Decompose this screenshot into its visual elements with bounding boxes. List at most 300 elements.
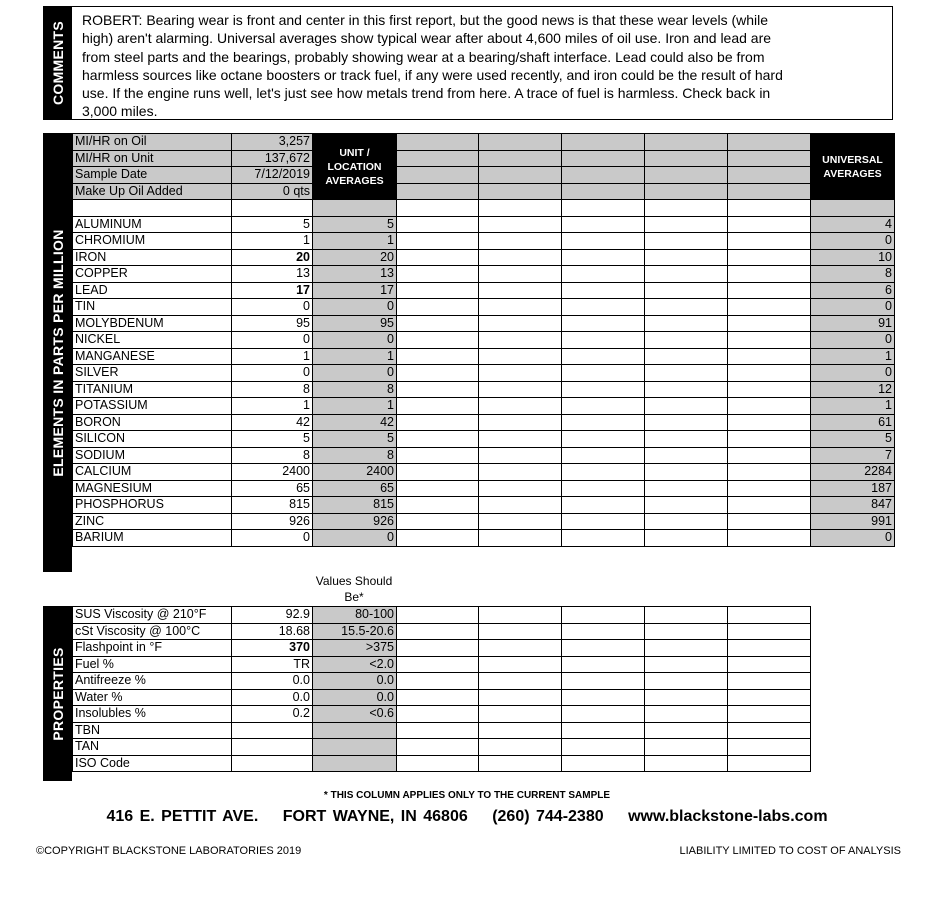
empty-cell <box>645 755 728 772</box>
empty-cell <box>479 755 562 772</box>
empty-cell <box>645 464 728 481</box>
element-unit-average: 5 <box>313 216 397 233</box>
property-name: TBN <box>73 722 232 739</box>
element-row <box>73 216 895 233</box>
empty-cell <box>645 640 728 657</box>
empty-cell <box>479 722 562 739</box>
empty-cell <box>562 299 645 316</box>
empty-cell <box>479 607 562 624</box>
empty-cell <box>728 216 811 233</box>
element-value: 95 <box>232 315 313 332</box>
element-row <box>73 431 895 448</box>
empty-cell <box>397 266 479 283</box>
empty-cell <box>562 480 645 497</box>
element-universal-average: 0 <box>811 365 895 382</box>
empty-cell <box>397 183 479 200</box>
empty-cell <box>562 414 645 431</box>
empty-cell <box>562 464 645 481</box>
element-name: MANGANESE <box>73 348 232 365</box>
empty-cell <box>728 282 811 299</box>
property-expected-range: <2.0 <box>313 656 397 673</box>
empty-cell <box>645 134 728 151</box>
property-expected-range <box>313 739 397 756</box>
empty-cell <box>479 689 562 706</box>
element-row <box>73 398 895 415</box>
element-row <box>73 249 895 266</box>
empty-cell <box>397 299 479 316</box>
empty-cell <box>397 315 479 332</box>
element-unit-average: 1 <box>313 398 397 415</box>
empty-cell <box>562 530 645 547</box>
empty-cell <box>645 447 728 464</box>
property-row <box>73 722 811 739</box>
empty-cell <box>397 200 479 217</box>
empty-cell <box>728 447 811 464</box>
element-universal-average: 7 <box>811 447 895 464</box>
element-name: SODIUM <box>73 447 232 464</box>
element-value: 0 <box>232 299 313 316</box>
empty-cell <box>479 497 562 514</box>
empty-cell <box>728 755 811 772</box>
empty-cell <box>645 530 728 547</box>
element-name: ALUMINUM <box>73 216 232 233</box>
empty-cell <box>728 607 811 624</box>
empty-cell <box>479 315 562 332</box>
property-value <box>232 722 313 739</box>
empty-cell <box>397 640 479 657</box>
property-value: 0.0 <box>232 689 313 706</box>
element-unit-average: 0 <box>313 332 397 349</box>
empty-cell <box>728 200 811 217</box>
property-value: TR <box>232 656 313 673</box>
element-unit-average: 1 <box>313 233 397 250</box>
empty-cell <box>479 513 562 530</box>
empty-cell <box>562 233 645 250</box>
empty-cell <box>645 414 728 431</box>
empty-cell <box>728 530 811 547</box>
header-label: MI/HR on Oil <box>73 134 232 151</box>
empty-cell <box>728 513 811 530</box>
comments-text: ROBERT: Bearing wear is front and center in this first report, but the good news is that these wear levels (while high) aren't alarming. Universal averages show typical wear after about 4,600 miles of oil use. Iron and lead are from steel parts and the bearings, probably showing wear at a bearing/shaft interface. Lead could also be from harmless sources like octane boosters or track fuel, if any were used recently, and iron could be the result of hard use. If the engine runs well, let's just see how metals trend from here. A trace of fuel is harmless. Check back in 3,000 miles. <box>82 12 783 120</box>
empty-cell <box>645 607 728 624</box>
property-value: 92.9 <box>232 607 313 624</box>
empty-cell <box>479 150 562 167</box>
empty-cell <box>645 722 728 739</box>
element-row <box>73 365 895 382</box>
property-expected-range: 80-100 <box>313 607 397 624</box>
property-expected-range: >375 <box>313 640 397 657</box>
empty-cell <box>728 233 811 250</box>
element-name: MAGNESIUM <box>73 480 232 497</box>
empty-cell <box>645 315 728 332</box>
empty-cell <box>397 530 479 547</box>
empty-cell <box>562 216 645 233</box>
element-row <box>73 299 895 316</box>
empty-cell <box>645 365 728 382</box>
element-unit-average: 8 <box>313 381 397 398</box>
element-unit-average: 1 <box>313 348 397 365</box>
element-universal-average: 6 <box>811 282 895 299</box>
empty-cell <box>479 640 562 657</box>
address-line <box>0 808 934 826</box>
empty-cell <box>645 706 728 723</box>
empty-cell <box>479 673 562 690</box>
empty-cell <box>397 656 479 673</box>
element-unit-average: 65 <box>313 480 397 497</box>
property-name: SUS Viscosity @ 210°F <box>73 607 232 624</box>
element-value: 20 <box>232 249 313 266</box>
element-value: 0 <box>232 332 313 349</box>
empty-cell <box>479 706 562 723</box>
empty-cell <box>645 299 728 316</box>
element-name: TIN <box>73 299 232 316</box>
empty-cell <box>397 607 479 624</box>
empty-cell <box>728 414 811 431</box>
liability-note: LIABILITY LIMITED TO COST OF ANALYSIS <box>679 845 901 857</box>
empty-cell <box>645 348 728 365</box>
element-name: POTASSIUM <box>73 398 232 415</box>
property-name: Insolubles % <box>73 706 232 723</box>
empty-cell <box>562 755 645 772</box>
element-unit-average: 95 <box>313 315 397 332</box>
empty-cell <box>645 513 728 530</box>
empty-cell <box>479 249 562 266</box>
element-value: 1 <box>232 398 313 415</box>
property-name: ISO Code <box>73 755 232 772</box>
element-row <box>73 381 895 398</box>
empty-cell <box>645 431 728 448</box>
element-value: 13 <box>232 266 313 283</box>
property-value <box>232 755 313 772</box>
empty-cell <box>479 431 562 448</box>
element-name: SILICON <box>73 431 232 448</box>
element-value: 926 <box>232 513 313 530</box>
empty-cell <box>479 398 562 415</box>
elements-label-bar <box>43 133 72 572</box>
element-universal-average: 0 <box>811 299 895 316</box>
empty-cell <box>397 348 479 365</box>
property-value: 0.0 <box>232 673 313 690</box>
address-phone: (260) 744-2380 <box>492 808 604 825</box>
empty-cell <box>313 200 397 217</box>
element-universal-average: 8 <box>811 266 895 283</box>
empty-cell <box>562 431 645 448</box>
element-unit-average: 0 <box>313 365 397 382</box>
property-row <box>73 706 811 723</box>
spacer-row <box>73 200 895 217</box>
element-name: MOLYBDENUM <box>73 315 232 332</box>
empty-cell <box>479 266 562 283</box>
element-unit-average: 0 <box>313 530 397 547</box>
property-row <box>73 673 811 690</box>
header-row <box>73 150 895 167</box>
element-value: 8 <box>232 381 313 398</box>
address-city: FORT WAYNE, IN 46806 <box>282 808 468 825</box>
empty-cell <box>645 183 728 200</box>
header-label: Sample Date <box>73 167 232 184</box>
empty-cell <box>562 513 645 530</box>
property-name: TAN <box>73 739 232 756</box>
empty-cell <box>479 530 562 547</box>
header-label: Make Up Oil Added <box>73 183 232 200</box>
empty-cell <box>397 381 479 398</box>
empty-cell <box>397 673 479 690</box>
empty-cell <box>397 134 479 151</box>
element-universal-average: 187 <box>811 480 895 497</box>
empty-cell <box>645 381 728 398</box>
element-universal-average: 5 <box>811 431 895 448</box>
empty-cell <box>479 183 562 200</box>
element-universal-average: 2284 <box>811 464 895 481</box>
empty-cell <box>479 447 562 464</box>
empty-cell <box>397 282 479 299</box>
empty-cell <box>562 381 645 398</box>
address-street: 416 E. PETTIT AVE. <box>106 808 259 825</box>
properties-table <box>72 606 811 772</box>
element-row <box>73 480 895 497</box>
property-value <box>232 739 313 756</box>
elements-table <box>72 133 895 547</box>
empty-cell <box>397 332 479 349</box>
empty-cell <box>728 365 811 382</box>
element-universal-average: 0 <box>811 233 895 250</box>
property-expected-range: 0.0 <box>313 673 397 690</box>
empty-cell <box>479 332 562 349</box>
property-name: Water % <box>73 689 232 706</box>
empty-cell <box>479 167 562 184</box>
empty-cell <box>397 365 479 382</box>
element-unit-average: 17 <box>313 282 397 299</box>
address-web[interactable]: www.blackstone-labs.com <box>628 808 828 825</box>
element-value: 65 <box>232 480 313 497</box>
comments-label: COMMENTS <box>49 20 66 106</box>
element-row <box>73 233 895 250</box>
element-universal-average: 991 <box>811 513 895 530</box>
element-row <box>73 497 895 514</box>
element-value: 815 <box>232 497 313 514</box>
element-universal-average: 61 <box>811 414 895 431</box>
comments-label-bar <box>43 6 72 120</box>
element-value: 17 <box>232 282 313 299</box>
empty-cell <box>562 689 645 706</box>
element-name: IRON <box>73 249 232 266</box>
property-value: 18.68 <box>232 623 313 640</box>
empty-cell <box>397 513 479 530</box>
empty-cell <box>397 464 479 481</box>
empty-cell <box>562 398 645 415</box>
header-row <box>73 183 895 200</box>
values-should-be-label: Values Should Be* <box>315 574 393 604</box>
element-row <box>73 315 895 332</box>
empty-cell <box>562 332 645 349</box>
empty-cell <box>728 381 811 398</box>
element-universal-average: 0 <box>811 332 895 349</box>
element-row <box>73 513 895 530</box>
element-unit-average: 0 <box>313 299 397 316</box>
empty-cell <box>397 739 479 756</box>
property-name: Flashpoint in °F <box>73 640 232 657</box>
empty-cell <box>728 480 811 497</box>
element-name: COPPER <box>73 266 232 283</box>
empty-cell <box>562 623 645 640</box>
element-universal-average: 12 <box>811 381 895 398</box>
empty-cell <box>397 167 479 184</box>
empty-cell <box>645 233 728 250</box>
empty-cell <box>479 464 562 481</box>
empty-cell <box>811 200 895 217</box>
unit-location-averages-header: UNIT / LOCATION AVERAGES <box>313 134 397 200</box>
empty-cell <box>479 134 562 151</box>
empty-cell <box>479 480 562 497</box>
empty-cell <box>397 497 479 514</box>
element-value: 8 <box>232 447 313 464</box>
header-value: 3,257 <box>232 134 313 151</box>
property-value: 0.2 <box>232 706 313 723</box>
element-unit-average: 815 <box>313 497 397 514</box>
element-unit-average: 13 <box>313 266 397 283</box>
property-row <box>73 640 811 657</box>
empty-cell <box>645 200 728 217</box>
empty-cell <box>728 249 811 266</box>
empty-cell <box>728 183 811 200</box>
element-row <box>73 332 895 349</box>
element-unit-average: 2400 <box>313 464 397 481</box>
element-name: BARIUM <box>73 530 232 547</box>
element-unit-average: 20 <box>313 249 397 266</box>
elements-label: ELEMENTS IN PARTS PER MILLION <box>49 228 66 477</box>
empty-cell <box>397 249 479 266</box>
empty-cell <box>728 497 811 514</box>
empty-cell <box>728 332 811 349</box>
property-row <box>73 607 811 624</box>
element-name: BORON <box>73 414 232 431</box>
empty-cell <box>645 480 728 497</box>
element-value: 1 <box>232 233 313 250</box>
empty-cell <box>562 200 645 217</box>
element-value: 0 <box>232 365 313 382</box>
element-name: CHROMIUM <box>73 233 232 250</box>
empty-cell <box>562 266 645 283</box>
empty-cell <box>728 689 811 706</box>
empty-cell <box>397 722 479 739</box>
empty-cell <box>397 706 479 723</box>
empty-cell <box>728 464 811 481</box>
empty-cell <box>728 398 811 415</box>
property-expected-range <box>313 755 397 772</box>
empty-cell <box>562 315 645 332</box>
copyright: ©COPYRIGHT BLACKSTONE LABORATORIES 2019 <box>36 845 302 857</box>
empty-cell <box>562 348 645 365</box>
empty-cell <box>728 348 811 365</box>
empty-cell <box>645 332 728 349</box>
element-row <box>73 348 895 365</box>
empty-cell <box>397 414 479 431</box>
empty-cell <box>728 150 811 167</box>
empty-cell <box>645 266 728 283</box>
header-label: MI/HR on Unit <box>73 150 232 167</box>
element-universal-average: 4 <box>811 216 895 233</box>
empty-cell <box>728 656 811 673</box>
element-unit-average: 42 <box>313 414 397 431</box>
property-row <box>73 689 811 706</box>
element-unit-average: 926 <box>313 513 397 530</box>
empty-cell <box>645 216 728 233</box>
empty-cell <box>562 706 645 723</box>
empty-cell <box>232 200 313 217</box>
empty-cell <box>728 706 811 723</box>
empty-cell <box>479 739 562 756</box>
empty-cell <box>562 150 645 167</box>
empty-cell <box>562 722 645 739</box>
empty-cell <box>728 299 811 316</box>
element-name: SILVER <box>73 365 232 382</box>
property-row <box>73 656 811 673</box>
element-name: CALCIUM <box>73 464 232 481</box>
element-row <box>73 414 895 431</box>
property-expected-range: 15.5-20.6 <box>313 623 397 640</box>
empty-cell <box>479 365 562 382</box>
empty-cell <box>562 365 645 382</box>
empty-cell <box>562 673 645 690</box>
element-value: 2400 <box>232 464 313 481</box>
empty-cell <box>397 447 479 464</box>
empty-cell <box>479 216 562 233</box>
empty-cell <box>479 348 562 365</box>
element-universal-average: 10 <box>811 249 895 266</box>
property-row <box>73 623 811 640</box>
empty-cell <box>728 623 811 640</box>
empty-cell <box>562 134 645 151</box>
property-expected-range: 0.0 <box>313 689 397 706</box>
element-value: 0 <box>232 530 313 547</box>
empty-cell <box>479 656 562 673</box>
element-row <box>73 282 895 299</box>
footnote: * THIS COLUMN APPLIES ONLY TO THE CURRENT SAMPLE <box>323 790 611 801</box>
empty-cell <box>397 431 479 448</box>
property-row <box>73 739 811 756</box>
empty-cell <box>645 249 728 266</box>
empty-cell <box>728 134 811 151</box>
empty-cell <box>397 689 479 706</box>
universal-averages-header: UNIVERSAL AVERAGES <box>811 134 895 200</box>
empty-cell <box>397 755 479 772</box>
element-value: 1 <box>232 348 313 365</box>
property-expected-range: <0.6 <box>313 706 397 723</box>
comments-box <box>72 6 893 120</box>
empty-cell <box>562 249 645 266</box>
header-row <box>73 167 895 184</box>
empty-cell <box>645 150 728 167</box>
property-name: Fuel % <box>73 656 232 673</box>
empty-cell <box>728 266 811 283</box>
empty-cell <box>728 722 811 739</box>
empty-cell <box>728 739 811 756</box>
empty-cell <box>728 431 811 448</box>
empty-cell <box>479 623 562 640</box>
empty-cell <box>397 150 479 167</box>
empty-cell <box>562 656 645 673</box>
empty-cell <box>479 233 562 250</box>
element-name: NICKEL <box>73 332 232 349</box>
empty-cell <box>397 480 479 497</box>
element-name: PHOSPHORUS <box>73 497 232 514</box>
empty-cell <box>728 673 811 690</box>
empty-cell <box>645 398 728 415</box>
empty-cell <box>645 689 728 706</box>
empty-cell <box>479 282 562 299</box>
empty-cell <box>479 299 562 316</box>
element-name: ZINC <box>73 513 232 530</box>
